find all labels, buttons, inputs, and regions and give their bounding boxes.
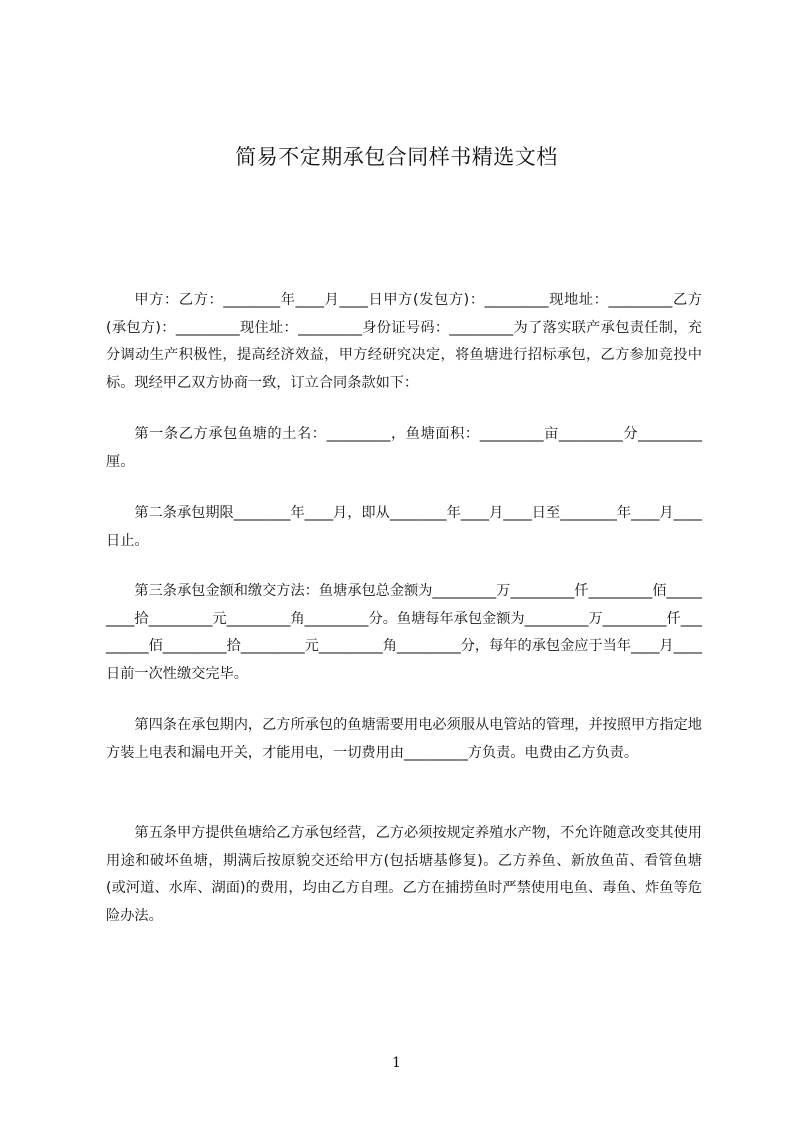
article-5-paragraph: 第五条甲方提供鱼塘给乙方承包经营，乙方必须按规定养殖水产物，不允许随意改变其使用用途和破坏鱼塘，期满后按原貌交还给甲方(包括塘基修复)。乙方养鱼、新放鱼苗、看管鱼塘(或河道、水库、湖面)的费用，均由乙方自理。乙方在捕捞鱼时严禁使用电鱼、毒鱼、炸鱼等危险办法。 [106,825,702,924]
article-3-paragraph: 第三条承包金额和缴交方法：鱼塘承包总金额为_________万_________仟_________佰_________拾_________元_________角_________分。鱼塘每年承包金额为_________万_________仟_________佰_________拾_________元_________角_________分，每年的承包金应于当年____月____日前一次性缴交完毕。 [106,583,702,682]
article-4-paragraph: 第四条在承包期内，乙方所承包的鱼塘需要用电必须服从电管站的管理，并按照甲方指定地方装上电表和漏电开关，才能用电，一切费用由_________方负责。电费由乙方负责。 [106,717,702,761]
document-title: 简易不定期承包合同样书精选文档 [235,145,558,169]
article-2-paragraph: 第二条承包期限________年____月，即从________年____月____日至________年____月____日止。 [106,505,702,549]
article-1-paragraph: 第一条乙方承包鱼塘的土名：_________，鱼塘面积：_________亩_________分_________厘。 [106,426,702,470]
contract-intro-paragraph: 甲方：乙方：________年____月____日甲方(发包方)：_________现地址：_________乙方(承包方)：_________现住址：_________身份证号码：_________为了落实联产承包责任制，充分调动生产积极性，提高经济效益，甲方经研究决定，将鱼塘进行招标承包，乙方参加竞投中标。现经甲乙双方协商一致，订立合同条款如下： [106,292,702,391]
page-number: 1 [392,1055,401,1071]
